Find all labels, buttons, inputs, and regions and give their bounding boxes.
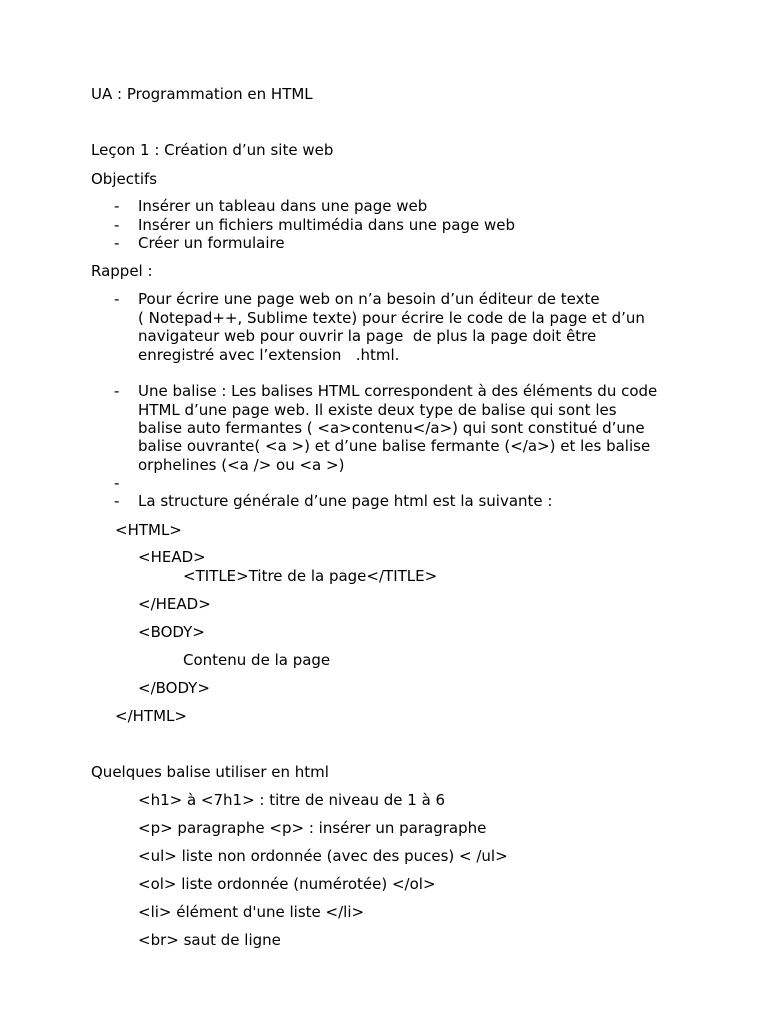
rappel-heading: Rappel : (91, 262, 153, 280)
list-dash: - (114, 382, 120, 400)
list-item: Créer un formulaire (138, 234, 285, 252)
rappel-bullet-1-line: enregistré avec l’extension .html. (138, 346, 400, 364)
lesson-title: Leçon 1 : Création d’un site web (91, 141, 334, 159)
list-dash: - (114, 492, 120, 510)
rappel-bullet-2-line: balise ouvrante( <a >) et d’une balise fermante (</a>) et les balise (138, 437, 651, 455)
code-line-html-open: <HTML> (115, 521, 182, 539)
code-line-title: <TITLE>Titre de la page</TITLE> (183, 567, 438, 585)
tag-item: <br> saut de ligne (138, 931, 281, 949)
tags-heading: Quelques balise utiliser en html (91, 763, 329, 781)
tag-item: <ol> liste ordonnée (numérotée) </ol> (138, 875, 436, 893)
code-line-body-close: </BODY> (138, 679, 210, 697)
list-item: Insérer un tableau dans une page web (138, 197, 428, 215)
code-line-head-close: </HEAD> (138, 595, 211, 613)
rappel-bullet-1-line: ( Notepad++, Sublime texte) pour écrire le code de la page et d’un (138, 309, 645, 327)
rappel-bullet-1-line: navigateur web pour ouvrir la page de plus la page doit être (138, 327, 597, 345)
list-dash: - (114, 197, 120, 215)
code-line-content: Contenu de la page (183, 651, 331, 669)
tag-item: <h1> à <7h1> : titre de niveau de 1 à 6 (138, 791, 446, 809)
rappel-bullet-2-line: Une balise : Les balises HTML correspondent à des éléments du code (138, 382, 658, 400)
tag-item: <ul> liste non ordonnée (avec des puces) < /ul> (138, 847, 508, 865)
tag-item: <p> paragraphe <p> : insérer un paragraphe (138, 819, 487, 837)
list-dash: - (114, 216, 120, 234)
objectives-heading: Objectifs (91, 170, 158, 188)
rappel-bullet-2-line: balise auto fermantes ( <a>contenu</a>) qui sont constitué d’une (138, 419, 645, 437)
code-line-html-close: </HTML> (115, 707, 187, 725)
rappel-bullet-3: La structure générale d’une page html est la suivante : (138, 492, 553, 510)
code-line-body-open: <BODY> (138, 623, 205, 641)
list-dash: - (114, 234, 120, 252)
code-line-head-open: <HEAD> (138, 548, 206, 566)
list-dash: - (114, 290, 120, 308)
tag-item: <li> élément d'une liste </li> (138, 903, 365, 921)
rappel-bullet-2-line: HTML d’une page web. Il existe deux type de balise qui sont les (138, 401, 617, 419)
rappel-bullet-2-line: orphelines (<a /> ou <a >) (138, 456, 345, 474)
list-dash-empty: - (114, 474, 120, 492)
list-item: Insérer un fichiers multimédia dans une page web (138, 216, 515, 234)
ua-title: UA : Programmation en HTML (91, 85, 313, 103)
rappel-bullet-1-line: Pour écrire une page web on n’a besoin d’un éditeur de texte (138, 290, 600, 308)
